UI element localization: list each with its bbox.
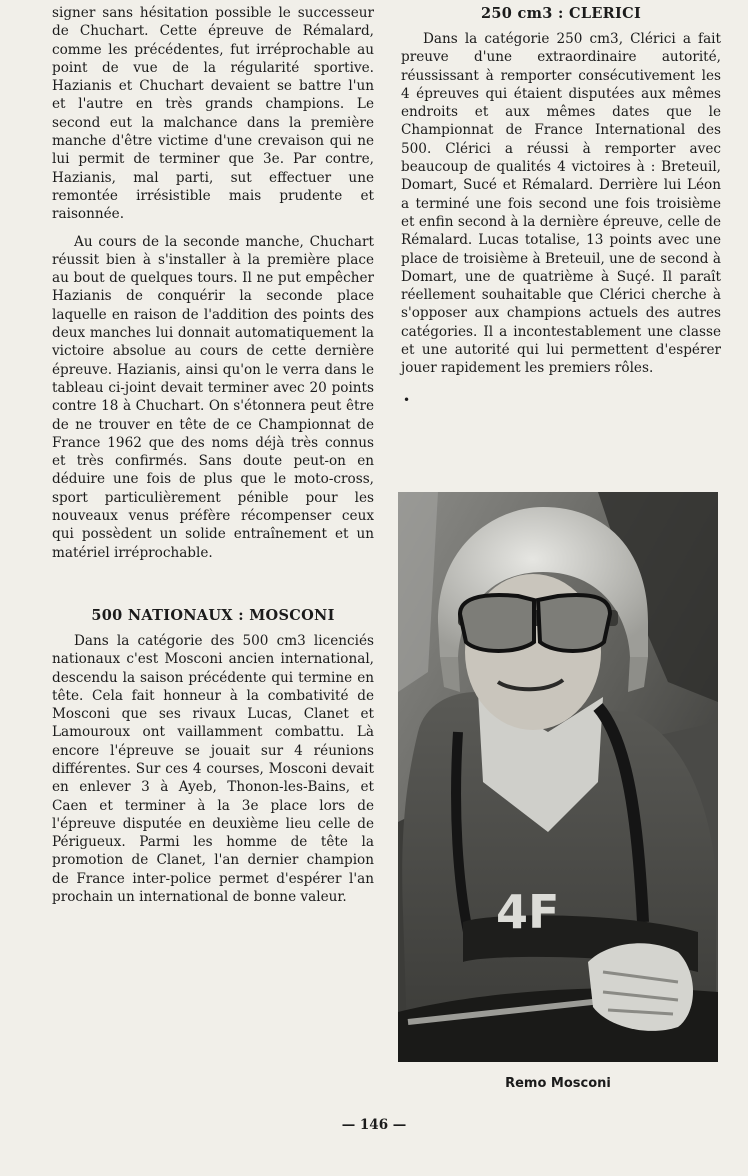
paragraph-mosconi: Dans la catégorie des 500 cm3 licenciés nationaux c'est Mosconi ancien international, descendu la saison précédente qui termine en tête. Cela fait honneur à la combativité de Mosconi que ses rivaux Lucas, Clanet et Lamouroux ont vaillamment combattu. Là encore l'épreuve se jouait sur 4 réunions différentes. Sur ces 4 courses, Mosconi devait en enlever 3 à Ayeb, Thonon-les-Bains, et Caen et terminer à la 3e place lors de l'épreuve disputée en deuxième lieu celle de Périgueux. Parmi les homme de tête la promotion de Clanet, l'an dernier champion de France inter-police permet d'espérer l'an prochain un international de bonne valeur. bbox=[52, 632, 374, 906]
page-number: — 146 — bbox=[341, 1117, 407, 1133]
section-title-500-nationaux: 500 NATIONAUX : MOSCONI bbox=[91, 606, 335, 624]
rider-photo-illustration bbox=[398, 492, 718, 1062]
section-spacer bbox=[52, 562, 374, 606]
bullet-dot: • bbox=[403, 392, 411, 407]
paragraph-second-manche: Au cours de la seconde manche, Chuchart réussit bien à s'installer à la première place au bout de quelques tours. Il ne put empêcher Hazianis de conquérir la seconde place laquelle en raison de l'addition des points des deux manches lui donnait automatiquement la victoire absolue au cours de cette dernière épreuve. Hazianis, ainsi qu'on le verra dans le tableau ci-joint devait terminer avec 20 points contre 18 à Chuchart. On s'étonnera peut être de ne trouver en tête de ce Championnat de France 1962 que des noms déjà très connus et très confirmés. Sans doute peut-on en déduire une fois de plus que le moto-cross, sport particulièrement pénible pour les nouveaux venus préfère récompenser ceux qui possèdent un solide entraînement et un matériel irréprochable. bbox=[52, 233, 374, 561]
paragraph-clerici: Dans la catégorie 250 cm3, Clérici a fait preuve d'une extraordinaire autorité, réussissant à remporter consécutivement les 4 épreuves qui étaient disputées aux mêmes endroits et aux mêmes dates que le Championnat de France International des 500. Clérici a réussi à remporter avec beaucoup de qualités 4 victoires à : Breteuil, Domart, Sucé et Rémalard. Derrière lui Léon a terminé une fois second une fois troisième et enfin second à la dernière épreuve, celle de Rémalard. Lucas totalise, 13 points avec une place de troisième à Breteuil, une de second à Domart, une de quatrième à Suçé. Il paraît réellement souhaitable que Clérici cherche à s'opposer aux champions actuels des autres catégories. Il a incontestablement une classe et une autorité qui lui permettent d'espérer jouer rapidement les premiers rôles. bbox=[401, 31, 721, 377]
jersey-number-text: 4F bbox=[496, 885, 560, 939]
photo-caption: Remo Mosconi bbox=[505, 1076, 611, 1091]
photo-remo-mosconi bbox=[398, 492, 718, 1062]
section-title-250-clerici: 250 cm3 : CLERICI bbox=[480, 5, 642, 22]
left-column bbox=[52, 4, 374, 906]
paragraph-hazianis-chuchart: signer sans hésitation possible le successeur de Chuchart. Cette épreuve de Rémalard, comme les précédentes, fut irréprochable au point de vue de la régularité sportive. Hazianis et Chuchart devaient se battre l'un et l'autre en très grands champions. Le second eut la malchance dans la première manche d'être victime d'une crevaison qui ne lui permit de terminer que 3e. Par contre, Hazianis, mal parti, sut effectuer une remontée irrésistible mais prudente et raisonnée. bbox=[52, 5, 374, 223]
right-column bbox=[401, 4, 721, 412]
